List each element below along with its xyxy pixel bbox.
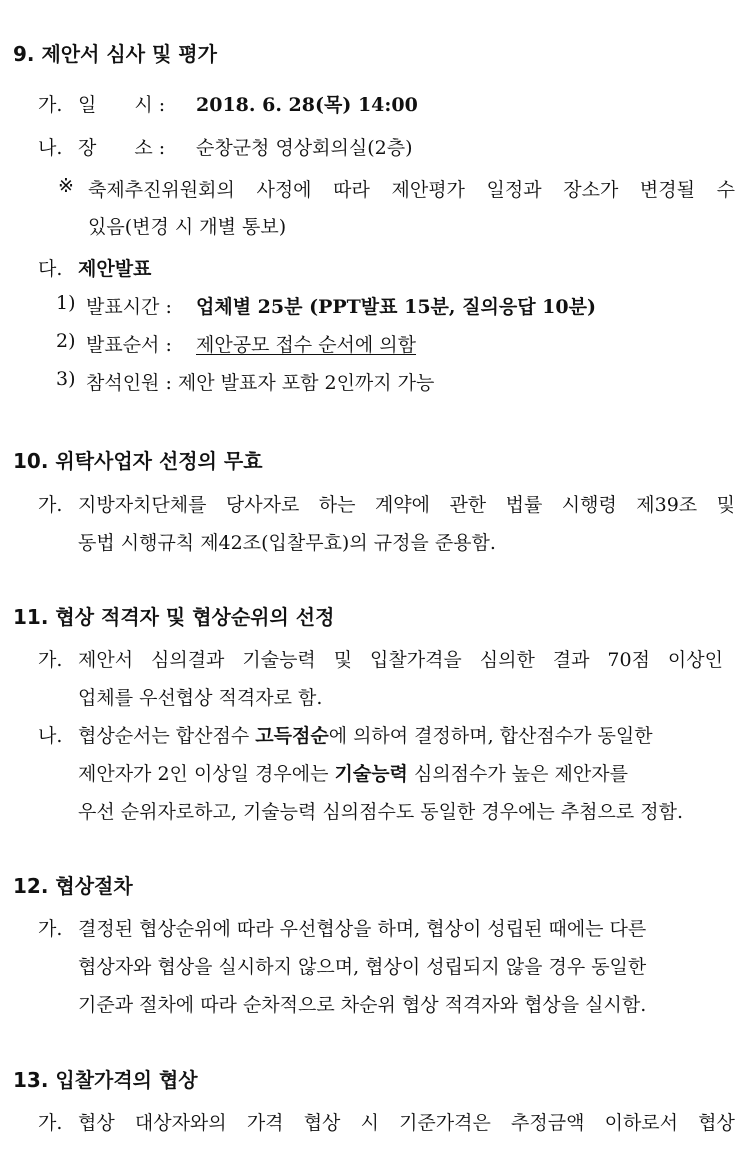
s11-item-na-line-2: 제안자가 2인 이상일 경우에는 기술능력 심의점수가 높은 제안자를 xyxy=(78,763,628,785)
s9-item-da-title: 제안발표 xyxy=(78,258,152,280)
section-9-title: 9. 제안서 심사 및 평가 xyxy=(13,42,217,66)
s9-subitem-2-number: 2) xyxy=(56,330,76,352)
s11-item-ga-line-1: 제안서 심의결과 기술능력 및 입찰가격을 심의한 결과 70점 이상인 xyxy=(78,649,723,671)
reference-mark-icon: ※ xyxy=(58,175,74,197)
section-10-title: 10. 위탁사업자 선정의 무효 xyxy=(13,449,263,473)
s9-subitem-1-number: 1) xyxy=(56,292,76,314)
s12-item-ga-marker: 가. xyxy=(38,918,63,940)
s9-note-line-2: 있음(변경 시 개별 통보) xyxy=(88,216,287,238)
s12-item-ga-line-1: 결정된 협상순위에 따라 우선협상을 하며, 협상이 성립된 때에는 다른 xyxy=(78,918,647,940)
s9-subitem-1-value: 업체별 25분 (PPT발표 15분, 질의응답 10분) xyxy=(196,296,596,318)
s11-item-na-line-1: 협상순서는 합산점수 고득점순에 의하여 결정하며, 합산점수가 동일한 xyxy=(78,725,653,747)
s9-subitem-3-number: 3) xyxy=(56,368,76,390)
s9-item-ga-label: 일 시 : xyxy=(78,94,166,116)
s11-item-na-line-3: 우선 순위자로하고, 기술능력 심의점수도 동일한 경우에는 추첨으로 정함. xyxy=(78,801,683,823)
s13-item-ga-line-1: 협상 대상자와의 가격 협상 시 기준가격은 추정금액 이하로서 협상 xyxy=(78,1112,735,1134)
s10-item-ga-marker: 가. xyxy=(38,494,63,516)
emphasis-high-score: 고득점순 xyxy=(255,725,329,747)
emphasis-tech-ability: 기술능력 xyxy=(334,763,408,785)
s9-item-na-marker: 나. xyxy=(38,137,63,159)
section-11-title: 11. 협상 적격자 및 협상순위의 선정 xyxy=(13,605,335,629)
s9-item-na-value: 순창군청 영상회의실(2층) xyxy=(196,137,413,159)
s9-subitem-1-label: 발표시간 : xyxy=(86,296,172,318)
s10-item-ga-line-2: 동법 시행규칙 제42조(입찰무효)의 규정을 준용함. xyxy=(78,532,496,554)
s11-item-ga-line-2: 업체를 우선협상 적격자로 함. xyxy=(78,687,323,709)
s9-subitem-2-value: 제안공모 접수 순서에 의함 xyxy=(196,334,417,356)
s10-item-ga-line-1: 지방자치단체를 당사자로 하는 계약에 관한 법률 시행령 제39조 및 xyxy=(78,494,735,516)
s9-item-da-marker: 다. xyxy=(38,258,63,280)
s9-subitem-2-label: 발표순서 : xyxy=(86,334,172,356)
s11-item-na-marker: 나. xyxy=(38,725,63,747)
s9-subitem-3-text: 참석인원 : 제안 발표자 포함 2인까지 가능 xyxy=(86,372,435,394)
s9-note-line-1: 축제추진위원회의 사정에 따라 제안평가 일정과 장소가 변경될 수 xyxy=(88,179,735,201)
s11-item-ga-marker: 가. xyxy=(38,649,63,671)
s9-item-na-label: 장 소 : xyxy=(78,137,166,159)
s13-item-ga-marker: 가. xyxy=(38,1112,63,1134)
s9-item-ga-marker: 가. xyxy=(38,94,63,116)
s12-item-ga-line-2: 협상자와 협상을 실시하지 않으며, 협상이 성립되지 않을 경우 동일한 xyxy=(78,956,647,978)
section-12-title: 12. 협상절차 xyxy=(13,874,133,898)
s9-item-ga-value: 2018. 6. 28(목) 14:00 xyxy=(196,94,418,116)
section-13-title: 13. 입찰가격의 협상 xyxy=(13,1068,198,1092)
s12-item-ga-line-3: 기준과 절차에 따라 순차적으로 차순위 협상 적격자와 협상을 실시함. xyxy=(78,994,647,1016)
